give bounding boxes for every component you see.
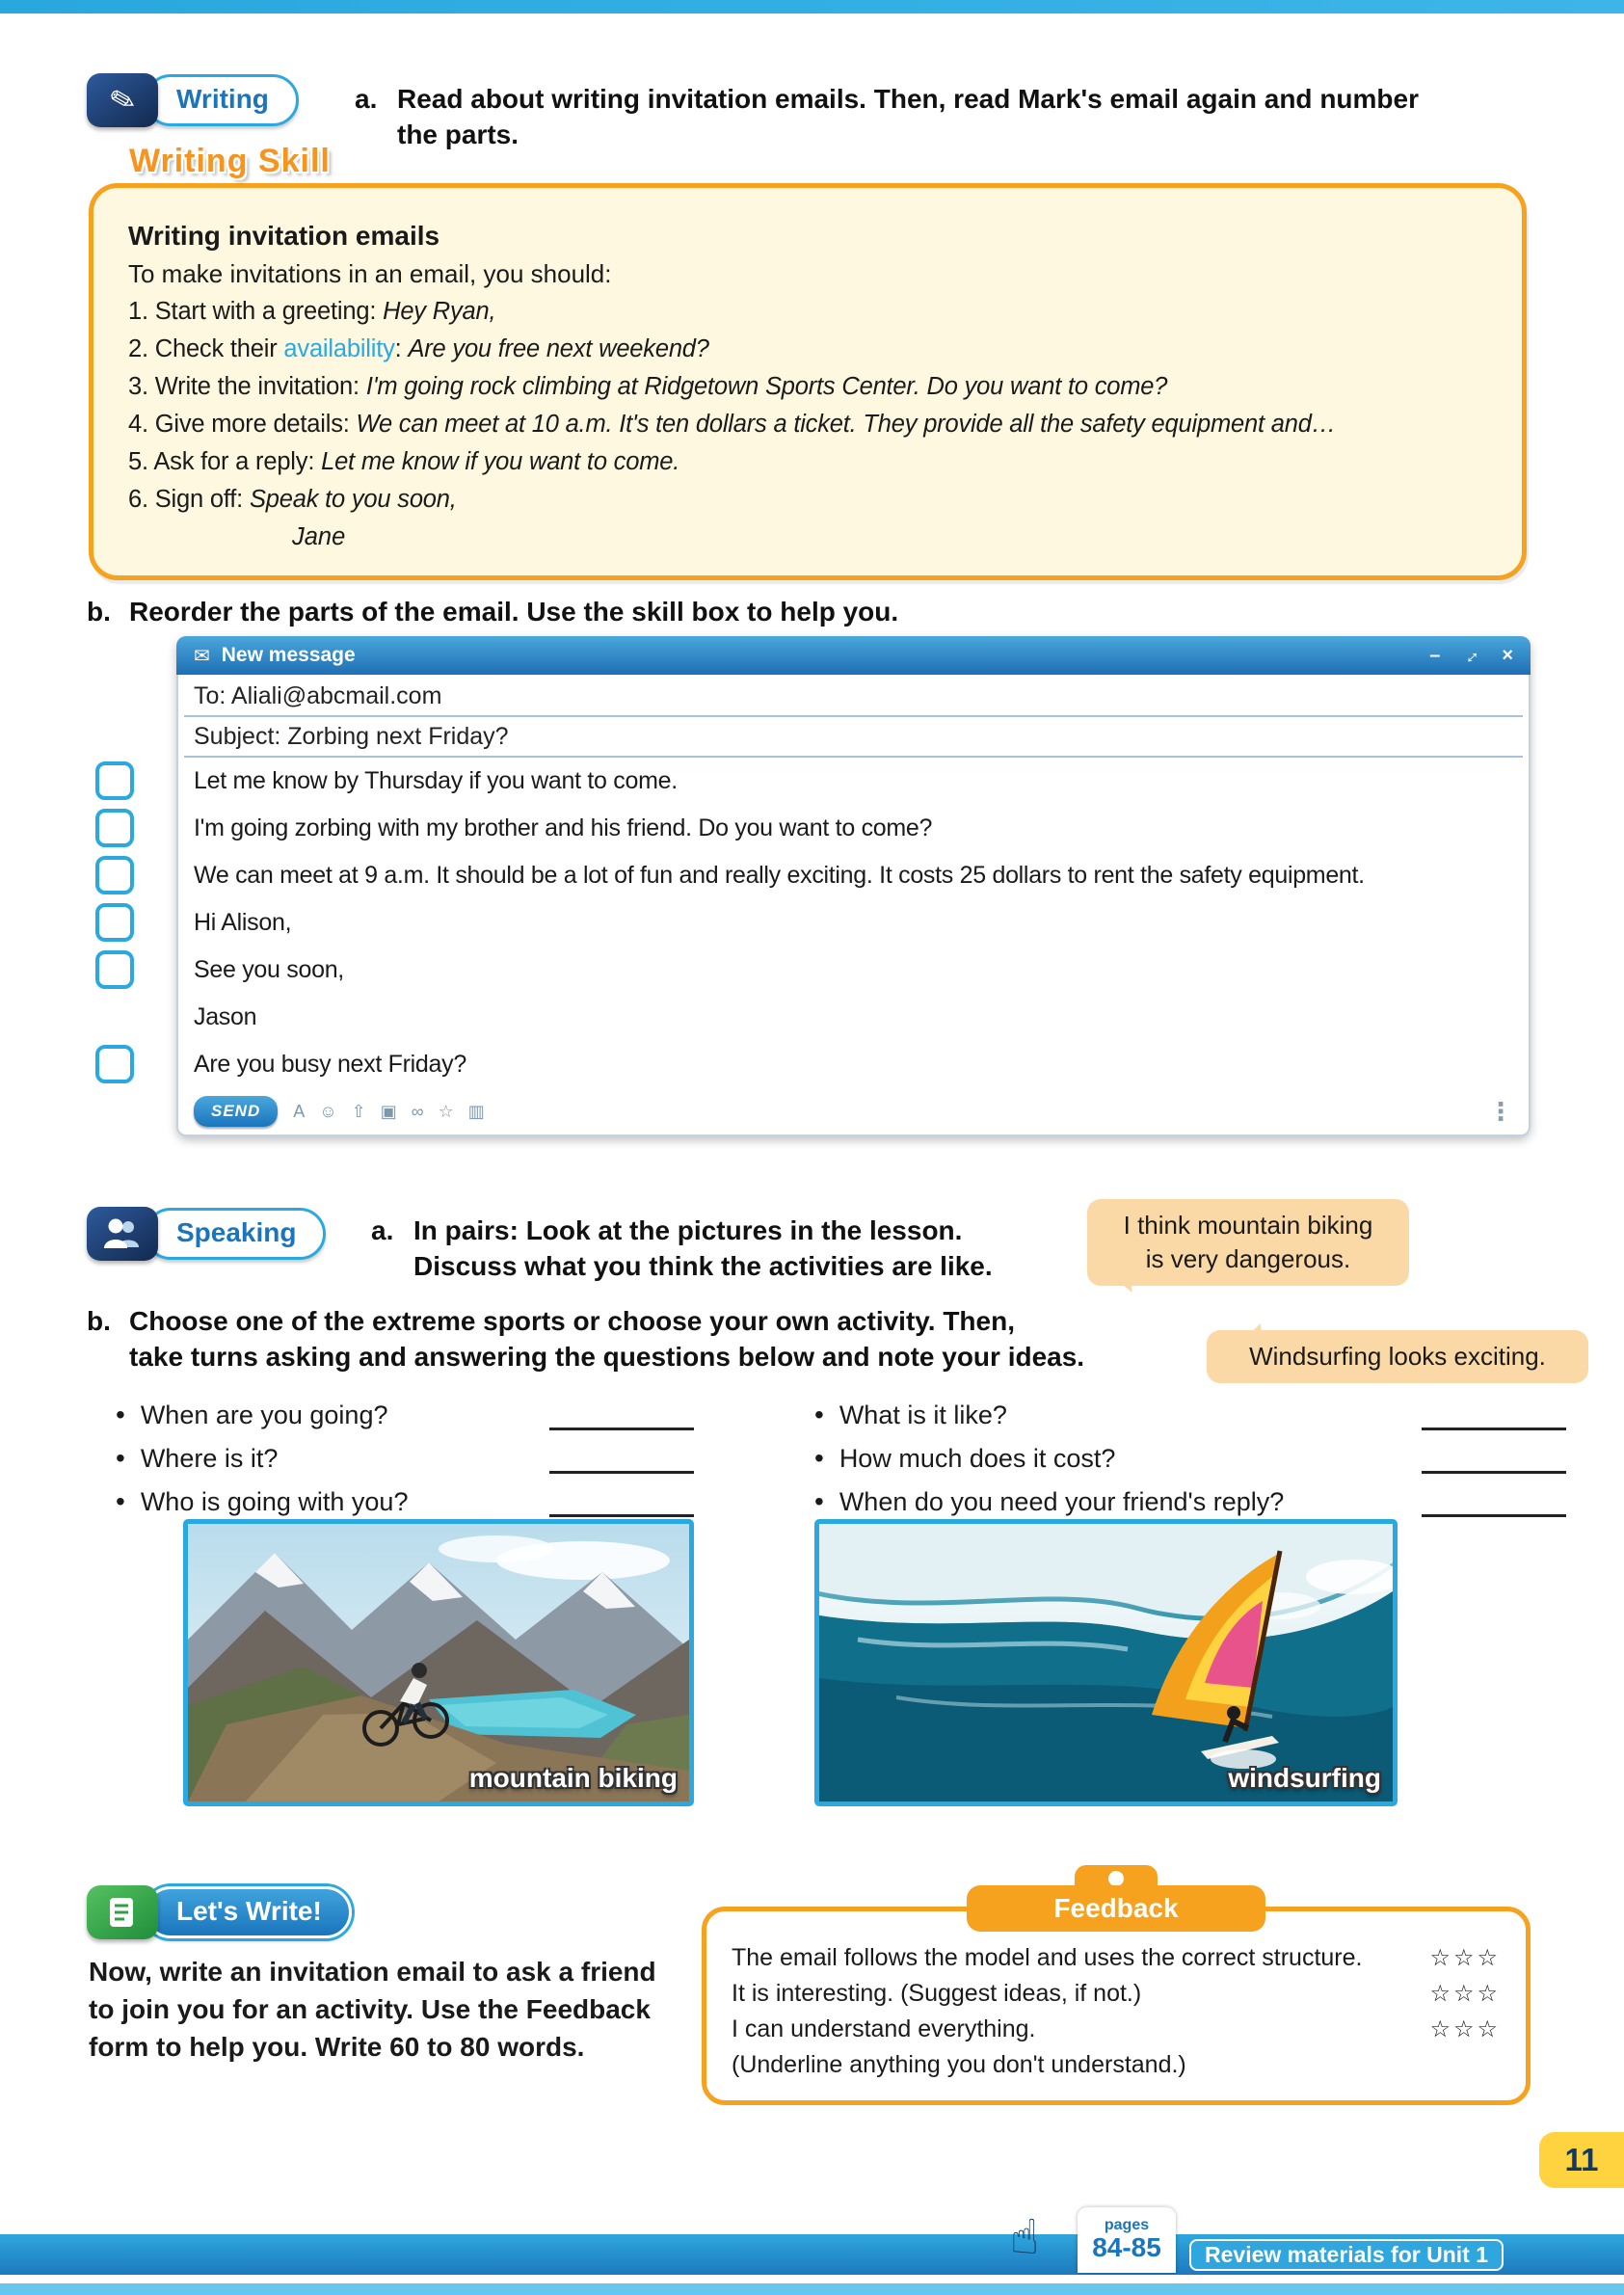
- skill-signature: Jane: [292, 523, 346, 550]
- pen-icon: ✎: [87, 73, 158, 127]
- speaking-people-icon: [87, 1207, 158, 1261]
- answer-blank: [1422, 1445, 1566, 1474]
- window-controls: [1429, 640, 1513, 670]
- emoji-icon[interactable]: ☺: [319, 1101, 337, 1121]
- instruction-text: In pairs: Look at the pictures in the lesson. Discuss what you think the activities are like.: [413, 1215, 993, 1281]
- photo-caption: windsurfing: [1228, 1763, 1381, 1793]
- speech-bubble-mountain-biking: I think mountain biking is very dangerous.: [1087, 1199, 1409, 1286]
- star-icon[interactable]: ☆: [438, 1101, 454, 1121]
- answer-blank: [549, 1401, 694, 1430]
- discussion-questions: [116, 1394, 1566, 1517]
- questions-left-column: [116, 1394, 694, 1517]
- question-row: • Where is it?: [116, 1437, 694, 1474]
- skill-item-2: 2. Check their availability: Are you free next weekend?: [128, 335, 709, 362]
- email-line-text: I'm going zorbing with my brother and his friend. Do you want to come?: [194, 814, 933, 841]
- order-checkbox[interactable]: [95, 903, 134, 942]
- feedback-row: (Underline anything you don't understand.): [732, 2051, 1186, 2078]
- rating-stars[interactable]: ☆☆☆: [1429, 1981, 1501, 2007]
- email-line-row: [178, 947, 1529, 994]
- close-icon[interactable]: ×: [1502, 644, 1513, 666]
- page-number: 11: [1539, 2132, 1624, 2188]
- email-line-row: [178, 994, 1529, 1041]
- order-checkbox[interactable]: [95, 1045, 134, 1083]
- question-row: • When do you need your friend's reply?: [814, 1481, 1566, 1517]
- skill-item-3: 3. Write the invitation: I'm going rock climbing at Ridgetown Sports Center. Do you want to come?: [128, 373, 1168, 400]
- image-icon[interactable]: ▣: [380, 1101, 397, 1121]
- answer-blank: [1422, 1488, 1566, 1517]
- email-toolbar: [178, 1088, 1529, 1134]
- writing-instruction-b: [87, 594, 1436, 629]
- expand-icon[interactable]: ↔: [1456, 640, 1485, 670]
- feedback-row: It is interesting. (Suggest ideas, if not.) ☆☆☆: [732, 1976, 1501, 2012]
- feedback-box: [702, 1893, 1531, 2105]
- email-body: [176, 675, 1531, 1136]
- speaking-badge-label: Speaking: [145, 1208, 326, 1260]
- email-compose-window: [176, 636, 1531, 1136]
- instruction-letter: b.: [87, 1306, 111, 1336]
- speech-bubble-windsurfing: Windsurfing looks exciting.: [1207, 1330, 1588, 1383]
- trash-icon[interactable]: ▥: [467, 1101, 485, 1121]
- question-row: • How much does it cost?: [814, 1437, 1566, 1474]
- send-button[interactable]: SEND: [194, 1096, 278, 1127]
- pages-reference-tab: pages 84-85: [1078, 2207, 1176, 2273]
- questions-right-column: [814, 1394, 1566, 1517]
- email-line-row: [178, 758, 1529, 805]
- writing-instruction-a: [355, 81, 1559, 152]
- email-line-row: [178, 899, 1529, 947]
- question-row: • When are you going?: [116, 1394, 694, 1430]
- order-checkbox[interactable]: [95, 856, 134, 894]
- bottom-border-strip: [0, 2283, 1624, 2295]
- speaking-section-badge: [87, 1207, 326, 1261]
- notepad-icon: [87, 1885, 158, 1939]
- instruction-text: Reorder the parts of the email. Use the skill box to help you.: [129, 597, 899, 627]
- mountain-biking-photo: [183, 1519, 694, 1806]
- order-checkbox[interactable]: [95, 761, 134, 800]
- top-border-strip: [0, 0, 1624, 13]
- rating-stars[interactable]: ☆☆☆: [1429, 1945, 1501, 1971]
- email-line-row: [178, 852, 1529, 899]
- lets-write-label: Let's Write!: [145, 1886, 352, 1938]
- writing-section-badge: [87, 73, 299, 127]
- email-line-row: [178, 805, 1529, 852]
- review-materials-label: Review materials for Unit 1: [1189, 2239, 1504, 2271]
- question-row: • What is it like?: [814, 1394, 1566, 1430]
- pointing-hand-icon: ☝: [1010, 2210, 1040, 2264]
- answer-blank: [549, 1488, 694, 1517]
- email-window-title: New message: [221, 644, 356, 666]
- skill-item-4: 4. Give more details: We can meet at 10 a.m. It's ten dollars a ticket. They provide all the safety equipment and…: [128, 411, 1336, 438]
- feedback-row: The email follows the model and uses the correct structure. ☆☆☆: [732, 1940, 1501, 1976]
- email-subject-field[interactable]: Subject: Zorbing next Friday?: [194, 723, 509, 750]
- speaking-instruction-b: [87, 1303, 1205, 1374]
- email-line-text: Jason: [194, 1003, 257, 1030]
- answer-blank: [1422, 1401, 1566, 1430]
- instruction-text: Read about writing invitation emails. Then, read Mark's email again and number the parts.: [397, 84, 1419, 149]
- email-line-text: Let me know by Thursday if you want to come.: [194, 767, 678, 794]
- toolbar-icons: [293, 1102, 485, 1122]
- question-row: • Who is going with you?: [116, 1481, 694, 1517]
- order-checkbox[interactable]: [95, 950, 134, 989]
- instruction-letter: a.: [355, 84, 378, 114]
- writing-skill-box: [89, 183, 1527, 580]
- more-options-icon[interactable]: ⋮: [1488, 1096, 1513, 1126]
- email-line-row: [178, 1041, 1529, 1088]
- order-checkbox[interactable]: [95, 809, 134, 847]
- answer-blank: [549, 1445, 694, 1474]
- instruction-letter: a.: [371, 1215, 394, 1245]
- lets-write-task-text: Now, write an invitation email to ask a friend to join you for an activity. Use the Feedback form to help you. Write 60 to 80 words.: [89, 1957, 656, 2062]
- windsurfing-photo: [814, 1519, 1398, 1806]
- lets-write-badge: [87, 1885, 352, 1939]
- photo-caption: mountain biking: [468, 1763, 678, 1793]
- email-line-text: Hi Alison,: [194, 909, 292, 936]
- email-to-field[interactable]: To: Aliali@abcmail.com: [194, 682, 442, 709]
- instruction-text: Choose one of the extreme sports or choose your own activity. Then, take turns asking and answering the questions below and note your ideas.: [129, 1306, 1085, 1372]
- attach-icon[interactable]: ⇧: [351, 1101, 366, 1121]
- speaking-instruction-a: [371, 1213, 1084, 1284]
- skill-item-1: 1. Start with a greeting: Hey Ryan,: [128, 298, 496, 325]
- skill-box-intro: To make invitations in an email, you should:: [128, 259, 612, 288]
- skill-box-title: Writing invitation emails: [128, 221, 440, 251]
- skill-item-6: 6. Sign off: Speak to you soon,: [128, 486, 457, 513]
- email-line-text: See you soon,: [194, 956, 344, 983]
- skill-item-5: 5. Ask for a reply: Let me know if you want to come.: [128, 448, 680, 475]
- format-icon[interactable]: A: [293, 1101, 306, 1121]
- feedback-title: Feedback: [967, 1885, 1265, 1932]
- rating-stars[interactable]: ☆☆☆: [1429, 2016, 1501, 2042]
- instruction-letter: b.: [87, 597, 111, 627]
- email-line-text: We can meet at 9 a.m. It should be a lot of fun and really exciting. It costs 25 dollars to rent the safety equipment.: [194, 862, 1365, 889]
- envelope-icon: ✉: [194, 645, 210, 667]
- writing-skill-tag: Writing Skill: [129, 143, 331, 179]
- handle-hole: [1108, 1871, 1124, 1886]
- email-line-text: Are you busy next Friday?: [194, 1051, 466, 1078]
- email-window-titlebar[interactable]: [176, 636, 1531, 675]
- minimize-icon[interactable]: –: [1429, 644, 1441, 666]
- feedback-row: I can understand everything. ☆☆☆: [732, 2012, 1501, 2047]
- link-icon[interactable]: ∞: [411, 1101, 424, 1121]
- writing-badge-label: Writing: [145, 74, 299, 126]
